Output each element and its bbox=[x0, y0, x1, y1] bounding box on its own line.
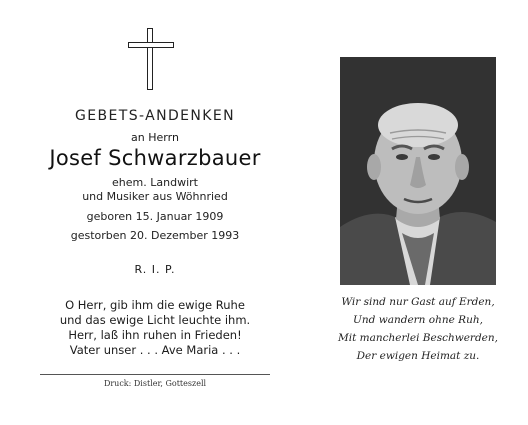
prayer-line: Herr, laß ihn ruhen in Frieden! bbox=[68, 328, 242, 342]
portrait-photo bbox=[340, 57, 496, 285]
occupation-line-2: und Musiker aus Wöhnried bbox=[82, 190, 228, 203]
addressee-line: an Herrn bbox=[131, 131, 179, 144]
death-date: gestorben 20. Dezember 1993 bbox=[70, 229, 240, 242]
divider-line bbox=[40, 374, 270, 375]
rip-text: R. I. P. bbox=[134, 263, 176, 276]
quote-line: Der ewigen Heimat zu. bbox=[356, 350, 480, 362]
prayer-line: und das ewige Licht leuchte ihm. bbox=[59, 313, 251, 327]
memorial-card-text bbox=[40, 18, 270, 398]
prayer-line: Vater unser . . . Ave Maria . . . bbox=[69, 343, 241, 357]
quote-line: Und wandern ohne Ruh, bbox=[353, 314, 483, 326]
cross-icon bbox=[128, 28, 174, 90]
occupation-line-1: ehem. Landwirt bbox=[112, 176, 198, 189]
printer-credit: Druck: Distler, Gotteszell bbox=[103, 379, 207, 388]
birth-date: geboren 15. Januar 1909 bbox=[86, 210, 224, 223]
quote-line: Mit mancherlei Beschwerden, bbox=[337, 332, 498, 344]
prayer-line: O Herr, gib ihm die ewige Ruhe bbox=[65, 298, 245, 312]
card-heading: GEBETS-ANDENKEN bbox=[75, 108, 235, 124]
deceased-name: Josef Schwarzbauer bbox=[49, 146, 261, 170]
quote-line: Wir sind nur Gast auf Erden, bbox=[341, 296, 495, 308]
